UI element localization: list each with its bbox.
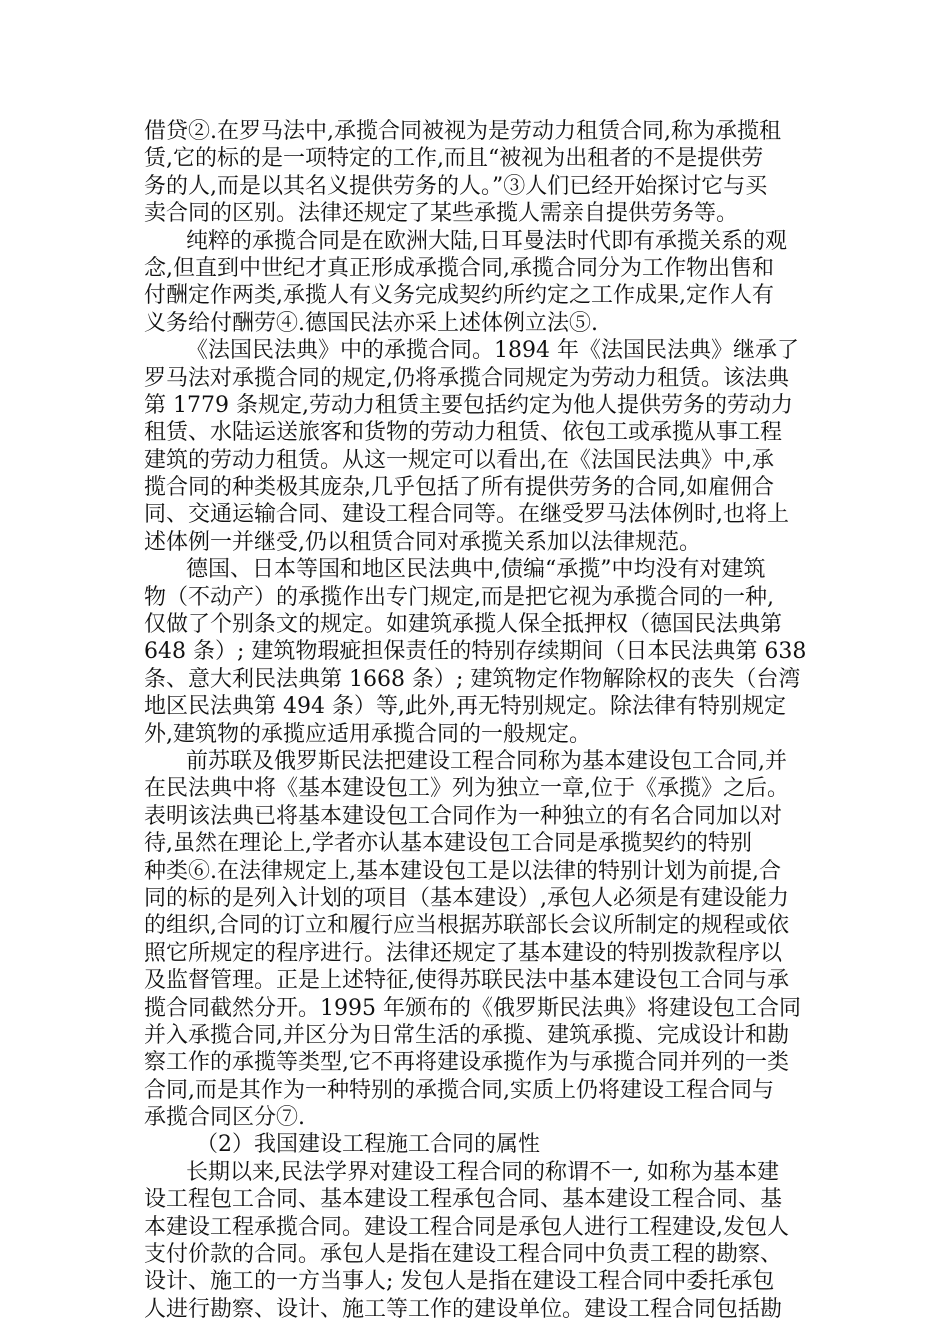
text-line: 表明该法典已将基本建设包工合同作为一种独立的有名合同加以对 xyxy=(144,803,783,829)
paragraph-first-line: 前苏联及俄罗斯民法把建设工程合同称为基本建设包工合同,并 xyxy=(186,748,787,774)
paragraph-first-line: 纯粹的承揽合同是在欧洲大陆,日耳曼法时代即有承揽关系的观 xyxy=(186,228,787,254)
text-line: 合同,而是其作为一种特别的承揽合同,实质上仍将建设工程合同与 xyxy=(144,1077,774,1103)
text-line: 同的标的是列入计划的项目（基本建设）,承包人必须是有建设能力 xyxy=(144,885,789,911)
text-line: 同、交通运输合同、建设工程合同等。在继受罗马法体例时,也将上 xyxy=(144,502,789,528)
text-line: 察工作的承揽等类型,它不再将建设承揽作为与承揽合同并列的一类 xyxy=(144,1050,789,1076)
paragraph-first-line: 长期以来,民法学界对建设工程合同的称谓不一, 如称为基本建 xyxy=(186,1159,779,1185)
text-line: 待,虽然在理论上,学者亦认基本建设包工合同是承揽契约的特别 xyxy=(144,831,752,857)
text-line: 建筑的劳动力租赁。从这一规定可以看出,在《法国民法典》中,承 xyxy=(144,447,774,473)
section-heading: （2）我国建设工程施工合同的属性 xyxy=(196,1132,540,1158)
text-line: 付酬定作两类,承揽人有义务完成契约所约定之工作成果,定作人有 xyxy=(144,283,774,309)
text-line: 揽合同截然分开。1995 年颁布的《俄罗斯民法典》将建设包工合同 xyxy=(144,995,801,1021)
text-line: 念,但直到中世纪才真正形成承揽合同,承揽合同分为工作物出售和 xyxy=(144,255,774,281)
text-line: 借贷②.在罗马法中,承揽合同被视为是劳动力租赁合同,称为承揽租 xyxy=(144,119,781,144)
text-line: 支付价款的合同。承包人是指在建设工程合同中负责工程的勘察、 xyxy=(144,1242,783,1268)
text-line: 揽合同的种类极其庞杂,几乎包括了所有提供劳务的合同,如雇佣合 xyxy=(144,475,774,501)
text-line: 物（不动产）的承揽作出专门规定,而是把它视为承揽合同的一种, xyxy=(144,584,774,610)
text-line: 罗马法对承揽合同的规定,仍将承揽合同规定为劳动力租赁。该法典 xyxy=(144,365,789,391)
text-line: 在民法典中将《基本建设包工》列为独立一章,位于《承揽》之后。 xyxy=(144,776,789,802)
text-line: 卖合同的区别。法律还规定了某些承揽人需亲自提供劳务等。 xyxy=(144,201,739,227)
text-line: 照它所规定的程序进行。法律还规定了基本建设的特别拨款程序以 xyxy=(144,940,783,966)
text-line: 承揽合同区分⑦. xyxy=(144,1105,305,1131)
text-line: 条、意大利民法典第 1668 条）; 建筑物定作物解除权的丧失（台湾 xyxy=(144,666,801,692)
text-line: 设工程包工合同、基本建设工程承包合同、基本建设工程合同、基 xyxy=(144,1187,783,1213)
paragraph-first-line: 德国、日本等国和地区民法典中,债编“承揽”中均没有对建筑 xyxy=(186,557,766,583)
text-line: 648 条）; 建筑物瑕疵担保责任的特别存续期间（日本民法典第 638 xyxy=(144,639,807,665)
text-line: 义务给付酬劳④.德国民法亦采上述体例立法⑤. xyxy=(144,310,598,336)
paragraph-first-line: 《法国民法典》中的承揽合同。1894 年《法国民法典》继承了 xyxy=(186,338,799,364)
text-line: 仅做了个别条文的规定。如建筑承揽人保全抵押权（德国民法典第 xyxy=(144,612,783,638)
text-line: 外,建筑物的承揽应适用承揽合同的一般规定。 xyxy=(144,721,591,747)
text-line: 租赁、水陆运送旅客和货物的劳动力租赁、依包工或承揽从事工程 xyxy=(144,420,783,446)
text-line: 及监督管理。正是上述特征,使得苏联民法中基本建设包工合同与承 xyxy=(144,968,789,994)
text-line: 务的人,而是以其名义提供劳务的人。”③人们已经开始探讨它与买 xyxy=(144,173,768,199)
text-line: 人进行勘察、设计、施工等工作的建设单位。建设工程合同包括勘 xyxy=(144,1296,783,1322)
text-line: 赁,它的标的是一项特定的工作,而且“被视为出租者的不是提供劳 xyxy=(144,146,764,172)
text-line: 种类⑥.在法律规定上,基本建设包工是以法律的特别计划为前提,合 xyxy=(144,858,781,884)
text-line: 设计、施工的一方当事人; 发包人是指在建设工程合同中委托承包 xyxy=(144,1269,775,1295)
text-line: 并入承揽合同,并区分为日常生活的承揽、建筑承揽、完成设计和勘 xyxy=(144,1022,789,1048)
text-line: 的组织,合同的订立和履行应当根据苏联部长会议所制定的规程或依 xyxy=(144,913,789,939)
text-line: 本建设工程承揽合同。建设工程合同是承包人进行工程建设,发包人 xyxy=(144,1214,789,1240)
text-line: 述体例一并继受,仍以租赁合同对承揽关系加以法律规范。 xyxy=(144,529,701,555)
text-line: 第 1779 条规定,劳动力租赁主要包括约定为他人提供劳务的劳动力 xyxy=(144,392,793,418)
text-line: 地区民法典第 494 条）等,此外,再无特别规定。除法律有特别规定 xyxy=(144,694,786,720)
document-body xyxy=(144,118,809,1323)
